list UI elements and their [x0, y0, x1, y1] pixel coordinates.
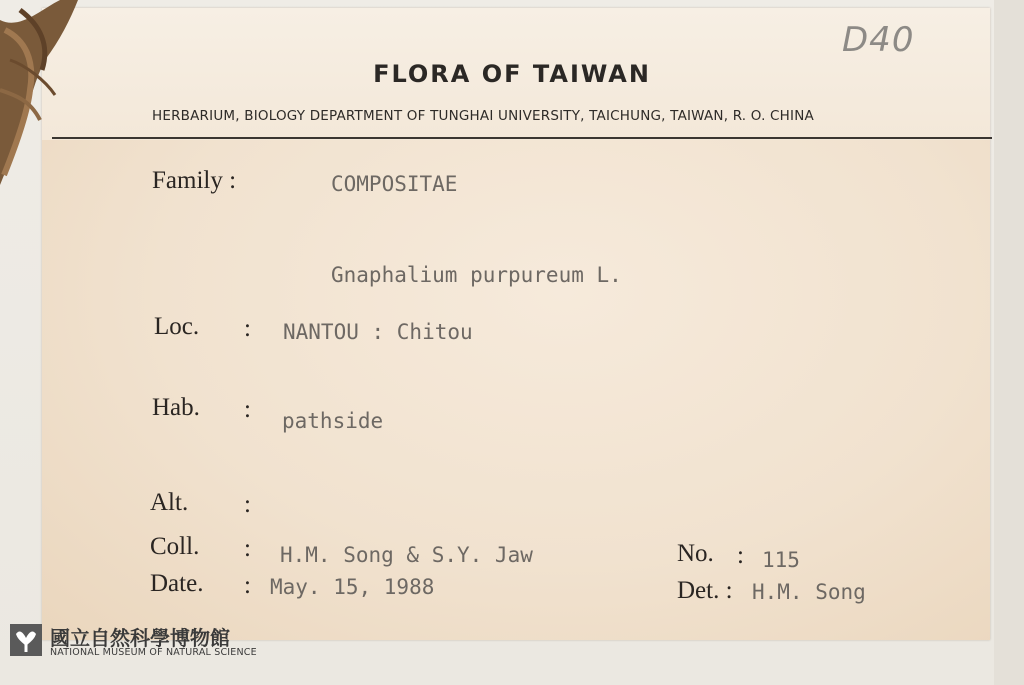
collector-label: Coll. [150, 533, 200, 560]
date-value: May. 15, 1988 [270, 575, 435, 599]
museum-logo-icon [10, 624, 42, 656]
altitude-colon: : [244, 491, 251, 518]
museum-name-english: NATIONAL MUSEUM OF NATURAL SCIENCE [50, 647, 257, 658]
determiner-label: Det. : [677, 577, 733, 604]
habitat-value: pathside [282, 409, 384, 433]
collector-value: H.M. Song & S.Y. Jaw [280, 543, 533, 567]
number-label: No. [677, 540, 714, 567]
catalog-mark: D40 [842, 20, 915, 60]
number-colon: : [737, 542, 744, 569]
number-value: 115 [762, 548, 800, 572]
collector-colon: : [244, 535, 251, 562]
determiner-value: H.M. Song [752, 580, 866, 604]
locality-value: NANTOU : Chitou [283, 320, 473, 344]
label-subtitle: HERBARIUM, BIOLOGY DEPARTMENT OF TUNGHAI UNIVERSITY, TAICHUNG, TAIWAN, R. O. CHINA [152, 108, 814, 124]
locality-colon: : [244, 315, 251, 342]
sheet-edge [994, 0, 1024, 685]
family-label: Family : [152, 167, 237, 194]
family-value: COMPOSITAE [331, 172, 458, 196]
plant-specimen-fragment [0, 0, 80, 190]
header-divider [52, 137, 992, 139]
date-label: Date. [150, 570, 204, 597]
locality-label: Loc. [154, 313, 200, 340]
species-name: Gnaphalium purpureum L. [331, 263, 622, 287]
habitat-colon: : [244, 396, 251, 423]
habitat-label: Hab. [152, 394, 200, 421]
museum-name-chinese: 國立自然科學博物館 [50, 626, 230, 650]
museum-watermark [10, 622, 280, 660]
altitude-label: Alt. [150, 489, 189, 516]
label-title: FLORA OF TAIWAN [373, 60, 651, 88]
date-colon: : [244, 572, 251, 599]
